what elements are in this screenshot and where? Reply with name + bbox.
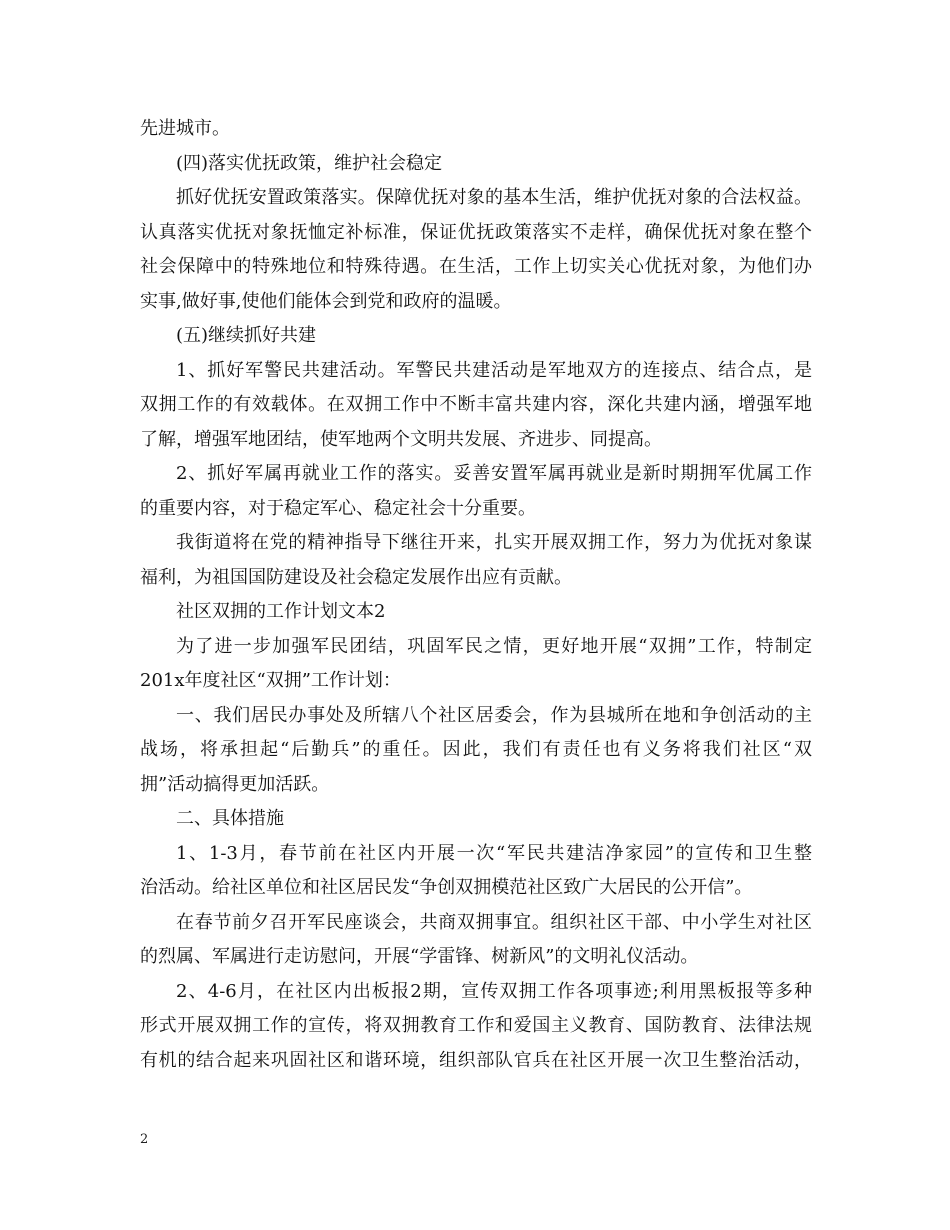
text-line: 实事,做好事,使他们能体会到党和政府的温暖。	[140, 290, 512, 312]
text-line: 有机的结合起来巩固社区和谐环境，组织部队官兵在社区开展一次卫生整治活动，	[140, 1049, 812, 1071]
text-line: 2、抓好军属再就业工作的落实。妥善安置军属再就业是新时期拥军优属工作	[176, 463, 812, 484]
section-heading: 二、具体措施	[176, 808, 284, 829]
text-line: 治活动。给社区单位和社区居民发“争创双拥模范社区致广大居民的公开信”。	[140, 877, 753, 898]
text-line: 的烈属、军属进行走访慰问，开展“学雷锋、树新风”的文明礼仪活动。	[140, 946, 699, 967]
page-number: 2	[140, 1132, 149, 1147]
text-line: 201x年度社区“双拥”工作计划：	[140, 670, 401, 691]
text-line: 为了进一步加强军民团结，巩固军民之情，更好地开展“双拥”工作，特制定	[176, 635, 812, 657]
text-line: 先进城市。	[140, 118, 230, 139]
document-body	[140, 112, 812, 1078]
text-line: 社会保障中的特殊地位和特殊待遇。在生活，工作上切实关心优抚对象，为他们办	[140, 256, 812, 277]
text-line: 战场，将承担起“后勤兵”的重任。因此，我们有责任也有义务将我们社区“双	[140, 739, 812, 760]
text-line: 双拥工作的有效载体。在双拥工作中不断丰富共建内容，深化共建内涵，增强军地	[140, 394, 812, 415]
text-line: 1、抓好军警民共建活动。军警民共建活动是军地双方的连接点、结合点，是	[176, 359, 812, 381]
text-line: 认真落实优抚对象抚恤定补标准，保证优抚政策落实不走样，确保优抚对象在整个	[140, 221, 812, 243]
text-line: 形式开展双拥工作的宣传，将双拥教育工作和爱国主义教育、国防教育、法律法规	[140, 1015, 812, 1036]
section-heading: (四)落实优抚政策，维护社会稳定	[176, 152, 443, 174]
text-line: 的重要内容，对于稳定军心、稳定社会十分重要。	[140, 497, 536, 519]
text-line: 2、4-6月，在社区内出板报2期，宣传双拥工作各项事迹;利用黑板报等多种	[176, 980, 812, 1002]
text-line: 我街道将在党的精神指导下继往开来，扎实开展双拥工作，努力为优抚对象谋	[176, 532, 812, 553]
text-line: 在春节前夕召开军民座谈会，共商双拥事宜。组织社区干部、中小学生对社区	[176, 911, 812, 933]
section-heading: (五)继续抓好共建	[176, 325, 317, 346]
text-line: 拥”活动搞得更加活跃。	[140, 773, 330, 795]
text-line: 1、1-3月，春节前在社区内开展一次“军民共建洁净家园”的宣传和卫生整	[176, 842, 812, 864]
text-line: 抓好优抚安置政策落实。保障优抚对象的基本生活，维护优抚对象的合法权益。	[176, 187, 812, 208]
text-line: 一、我们居民办事处及所辖八个社区居委会，作为县城所在地和争创活动的主	[176, 704, 812, 726]
text-line: 福利，为祖国国防建设及社会稳定发展作出应有贡献。	[140, 566, 572, 588]
section-heading: 社区双拥的工作计划文本2	[176, 601, 386, 622]
text-line: 了解，增强军地团结，使军地两个文明共发展、齐进步、同提高。	[140, 428, 662, 450]
